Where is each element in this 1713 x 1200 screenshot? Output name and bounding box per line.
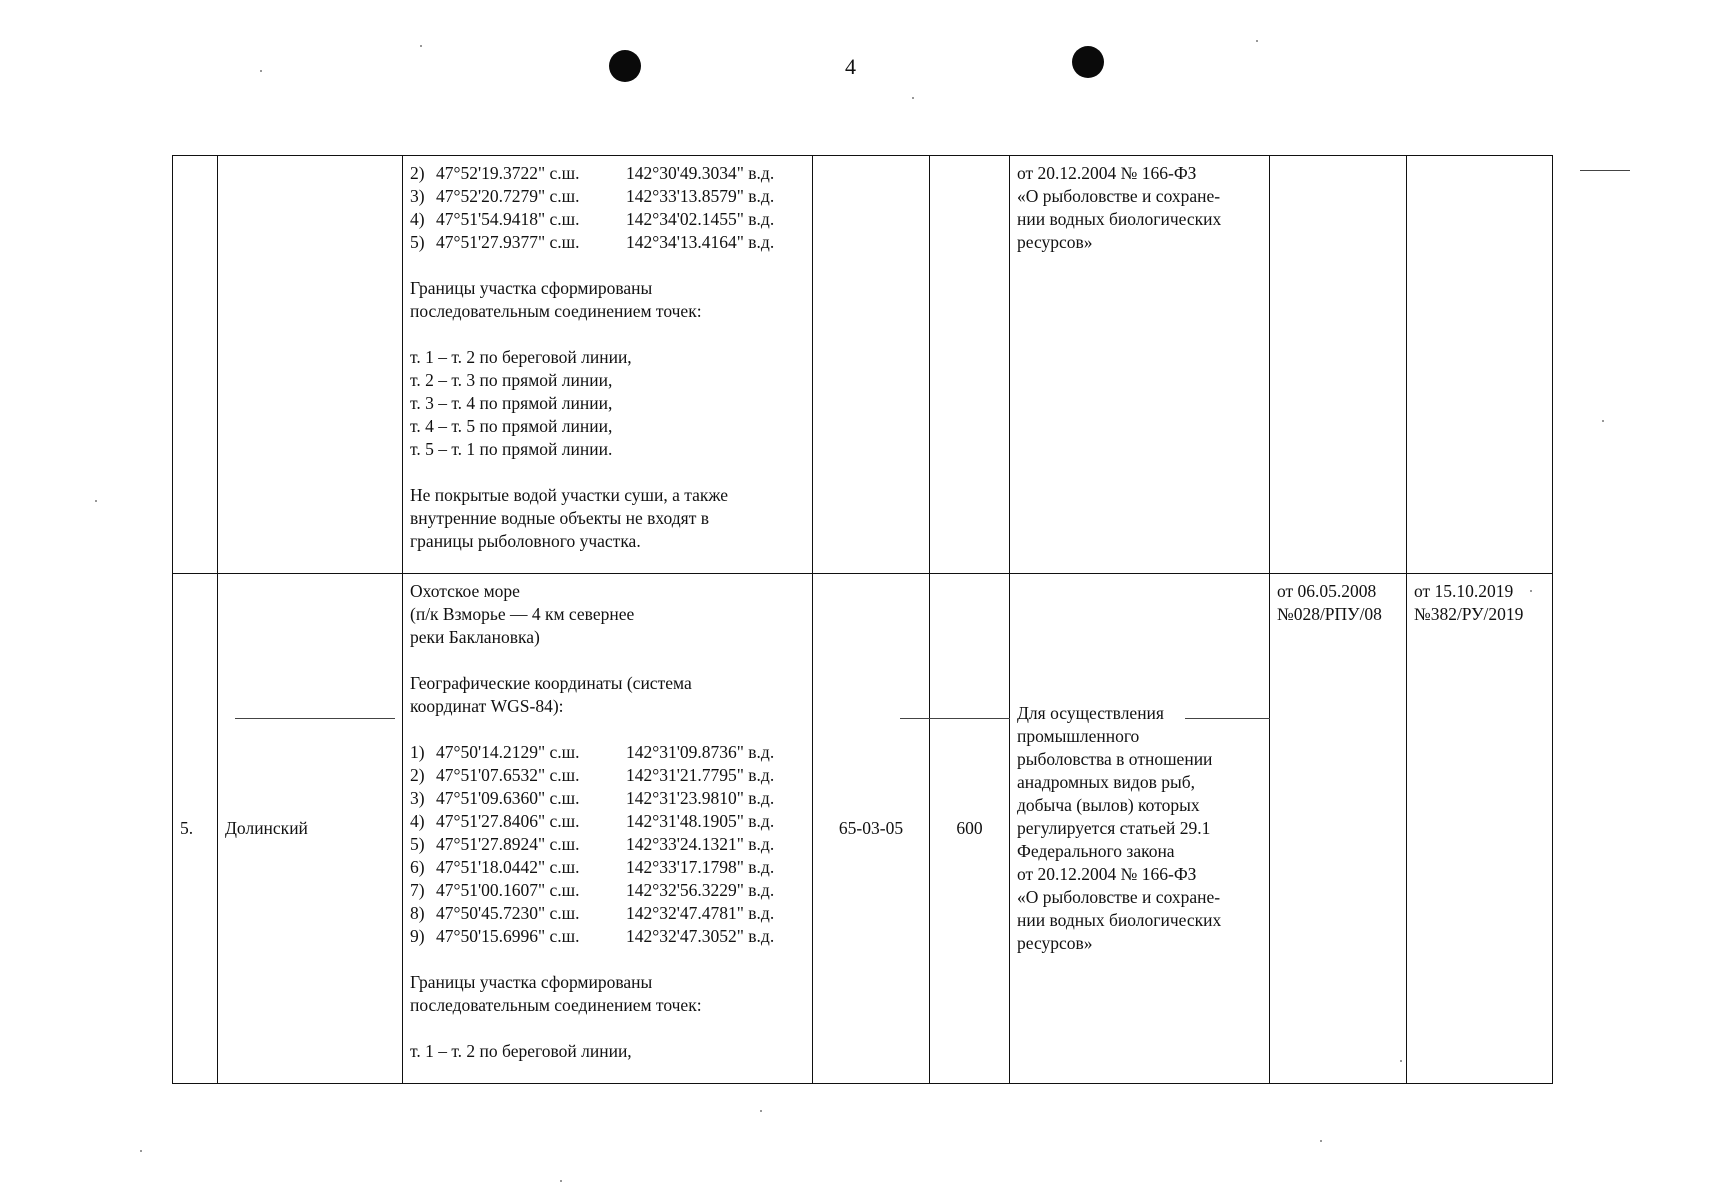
purpose-line: «О рыболовстве и сохране- <box>1017 887 1221 907</box>
purpose-line: «О рыболовстве и сохране- <box>1017 186 1221 206</box>
coordinate-line: 1) 47°50'14.2129" с.ш. 142°31'09.8736" в.д. <box>410 742 775 762</box>
purpose-line: промышленного <box>1017 726 1140 746</box>
description-cell <box>403 574 813 1084</box>
purpose-line: регулируется статьей 29.1 <box>1017 818 1211 838</box>
scan-artifact <box>420 45 422 47</box>
coordinate-line: 6) 47°51'18.0442" с.ш. 142°33'17.1798" в.д. <box>410 857 775 877</box>
contract-number: №028/РПУ/08 <box>1277 604 1382 624</box>
row-number-cell: 5. <box>173 574 218 1084</box>
scan-artifact <box>900 718 1010 719</box>
scan-artifact <box>560 1180 562 1182</box>
amendment-cell <box>1407 574 1553 1084</box>
coordinate-line: 3) 47°51'09.6360" с.ш. 142°31'23.9810" в.д. <box>410 788 775 808</box>
coordinates-title: Географические координаты (система <box>410 673 692 693</box>
scan-artifact <box>912 97 914 99</box>
coordinates-title: координат WGS-84): <box>410 696 564 716</box>
purpose-line: от 20.12.2004 № 166-ФЗ <box>1017 864 1197 884</box>
coordinate-line: 9) 47°50'15.6996" с.ш. 142°32'47.3052" в.д. <box>410 926 775 946</box>
code-cell <box>813 156 930 574</box>
scan-artifact <box>235 718 395 719</box>
area-size-cell <box>930 156 1010 574</box>
amendment-date: от 15.10.2019 <box>1414 581 1514 601</box>
description-cell <box>403 156 813 574</box>
exclusion-note-line: границы рыболовного участка. <box>410 531 641 551</box>
scan-artifact <box>1602 420 1604 422</box>
scan-artifact <box>1530 590 1532 592</box>
location-line: (п/к Взморье — 4 км севернее <box>410 604 635 624</box>
boundary-segment: т. 1 – т. 2 по береговой линии, <box>410 1041 632 1061</box>
scan-artifact <box>140 1150 142 1152</box>
area-size-cell: 600 <box>930 574 1010 1084</box>
punch-hole-right <box>1072 46 1104 78</box>
row-number-cell <box>173 156 218 574</box>
coordinate-line: 8) 47°50'45.7230" с.ш. 142°32'47.4781" в.д. <box>410 903 775 923</box>
boundary-intro-line: Границы участка сформированы <box>410 278 653 298</box>
scan-artifact <box>1400 1060 1402 1062</box>
purpose-line: нии водных биологических <box>1017 910 1222 930</box>
coordinate-line: 5) 47°51'27.8924" с.ш. 142°33'24.1321" в.д. <box>410 834 775 854</box>
boundary-segment: т. 5 – т. 1 по прямой линии. <box>410 439 613 459</box>
boundary-intro-line: последовательным соединением точек: <box>410 995 702 1015</box>
boundary-intro-line: Границы участка сформированы <box>410 972 653 992</box>
purpose-line: добыча (вылов) которых <box>1017 795 1200 815</box>
contract-cell <box>1270 156 1407 574</box>
boundary-segment: т. 2 – т. 3 по прямой линии, <box>410 370 613 390</box>
coordinate-line: 4) 47°51'27.8406" с.ш. 142°31'48.1905" в.д. <box>410 811 775 831</box>
boundary-intro-line: последовательным соединением точек: <box>410 301 702 321</box>
exclusion-note-line: Не покрытые водой участки суши, а также <box>410 485 728 505</box>
page-number: 4 <box>845 54 856 79</box>
purpose-cell <box>1010 156 1270 574</box>
area-name-cell: Долинский <box>218 574 403 1084</box>
scan-artifact <box>260 70 262 72</box>
purpose-cell <box>1010 574 1270 1084</box>
purpose-line: ресурсов» <box>1017 933 1093 953</box>
punch-hole-left <box>609 50 641 82</box>
table-row-5 <box>173 574 1553 1084</box>
exclusion-note-line: внутренние водные объекты не входят в <box>410 508 709 528</box>
fishing-areas-table <box>172 155 1553 1084</box>
purpose-line: анадромных видов рыб, <box>1017 772 1195 792</box>
scan-artifact <box>760 1110 762 1112</box>
code-cell: 65-03-05 <box>813 574 930 1084</box>
coordinate-line: 4) 47°51'54.9418" с.ш. 142°34'02.1455" в.д. <box>410 209 775 229</box>
table-row-continuation <box>173 156 1553 574</box>
coordinate-line: 7) 47°51'00.1607" с.ш. 142°32'56.3229" в.д. <box>410 880 775 900</box>
boundary-segment: т. 4 – т. 5 по прямой линии, <box>410 416 613 436</box>
location-line: реки Баклановка) <box>410 627 540 647</box>
scan-artifact <box>1320 1140 1322 1142</box>
location-line: Охотское море <box>410 581 520 601</box>
coordinate-line: 5) 47°51'27.9377" с.ш. 142°34'13.4164" в.д. <box>410 232 775 252</box>
coordinate-line: 2) 47°52'19.3722" с.ш. 142°30'49.3034" в.д. <box>410 163 775 183</box>
contract-cell <box>1270 574 1407 1084</box>
contract-date: от 06.05.2008 <box>1277 581 1377 601</box>
scan-artifact <box>1185 718 1270 719</box>
boundary-segment: т. 1 – т. 2 по береговой линии, <box>410 347 632 367</box>
scan-artifact <box>1256 40 1258 42</box>
purpose-line: Для осуществления <box>1017 703 1164 723</box>
purpose-line: Федерального закона <box>1017 841 1175 861</box>
purpose-line: нии водных биологических <box>1017 209 1222 229</box>
coordinate-line: 3) 47°52'20.7279" с.ш. 142°33'13.8579" в.д. <box>410 186 775 206</box>
coordinate-line: 2) 47°51'07.6532" с.ш. 142°31'21.7795" в.д. <box>410 765 775 785</box>
purpose-line: рыболовства в отношении <box>1017 749 1213 769</box>
purpose-line: от 20.12.2004 № 166-ФЗ <box>1017 163 1197 183</box>
boundary-segment: т. 3 – т. 4 по прямой линии, <box>410 393 613 413</box>
scan-artifact <box>95 500 97 502</box>
scan-artifact <box>1580 170 1630 171</box>
area-name-cell <box>218 156 403 574</box>
amendment-number: №382/РУ/2019 <box>1414 604 1524 624</box>
amendment-cell <box>1407 156 1553 574</box>
purpose-line: ресурсов» <box>1017 232 1093 252</box>
